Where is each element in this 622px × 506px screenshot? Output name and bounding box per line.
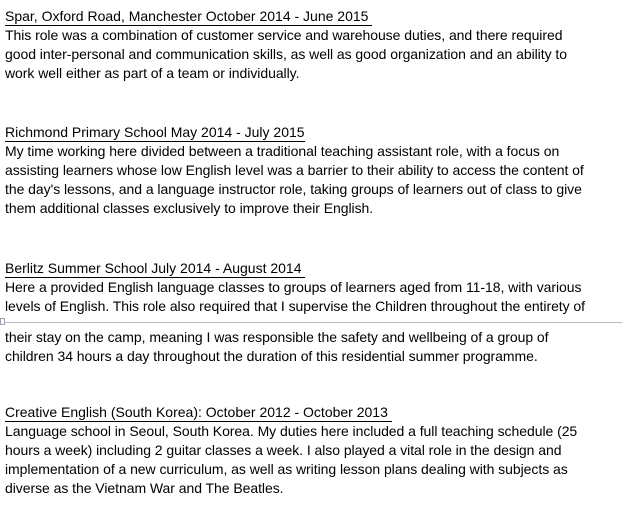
job-description-line[interactable]: levels of English. This role also required that I supervise the Children throughout the entirety of [5, 298, 586, 314]
job-heading[interactable]: Berlitz Summer School July 2014 - August 2014 [5, 260, 306, 276]
job-description-line[interactable]: them additional classes exclusively to improve their English. [5, 200, 374, 216]
job-heading[interactable]: Spar, Oxford Road, Manchester October 2014 - June 2015 [5, 8, 373, 24]
job-description-line[interactable]: good inter-personal and communication skills, as well as good organization and an ability to [5, 46, 567, 62]
job-description-line[interactable]: their stay on the camp, meaning I was responsible the safety and wellbeing of a group of [5, 329, 549, 345]
job-description-line[interactable]: hours a week) including 2 guitar classes a week. I also played a vital role in the design and [5, 442, 562, 458]
page-break-marker [0, 318, 5, 325]
job-description-line[interactable]: Language school in Seoul, South Korea. My duties here included a full teaching schedule (25 [5, 423, 578, 439]
job-heading[interactable]: Creative English (South Korea): October 2012 - October 2013 [5, 404, 392, 420]
job-description-line[interactable]: This role was a combination of customer service and warehouse duties, and there required [5, 27, 563, 43]
job-entry-richmond [5, 124, 620, 218]
job-description-line[interactable]: implementation of a new curriculum, as well as writing lesson plans dealing with subjects as [5, 461, 568, 477]
page-break-line [0, 322, 622, 323]
job-entry-berlitz-continued [5, 328, 620, 366]
job-description-line[interactable]: My time working here divided between a traditional teaching assistant role, with a focus on [5, 143, 560, 159]
job-entry-creative-english [5, 404, 620, 498]
job-description-line[interactable]: the day's lessons, and a language instructor role, taking groups of learners out of class to give [5, 181, 582, 197]
job-description-line[interactable]: work well either as part of a team or individually. [5, 65, 300, 81]
job-description-line[interactable]: diverse as the Vietnam War and The Beatles. [5, 480, 284, 496]
job-entry-spar [5, 8, 620, 83]
job-description-line[interactable]: assisting learners whose low English level was a barrier to their ability to access the content of [5, 162, 584, 178]
job-description-line[interactable]: Here a provided English language classes to groups of learners aged from 11-18, with various [5, 279, 582, 295]
job-description-line[interactable]: children 34 hours a day throughout the duration of this residential summer programme. [5, 348, 538, 364]
job-heading[interactable]: Richmond Primary School May 2014 - July 2015 [5, 124, 305, 140]
job-entry-berlitz [5, 260, 620, 316]
